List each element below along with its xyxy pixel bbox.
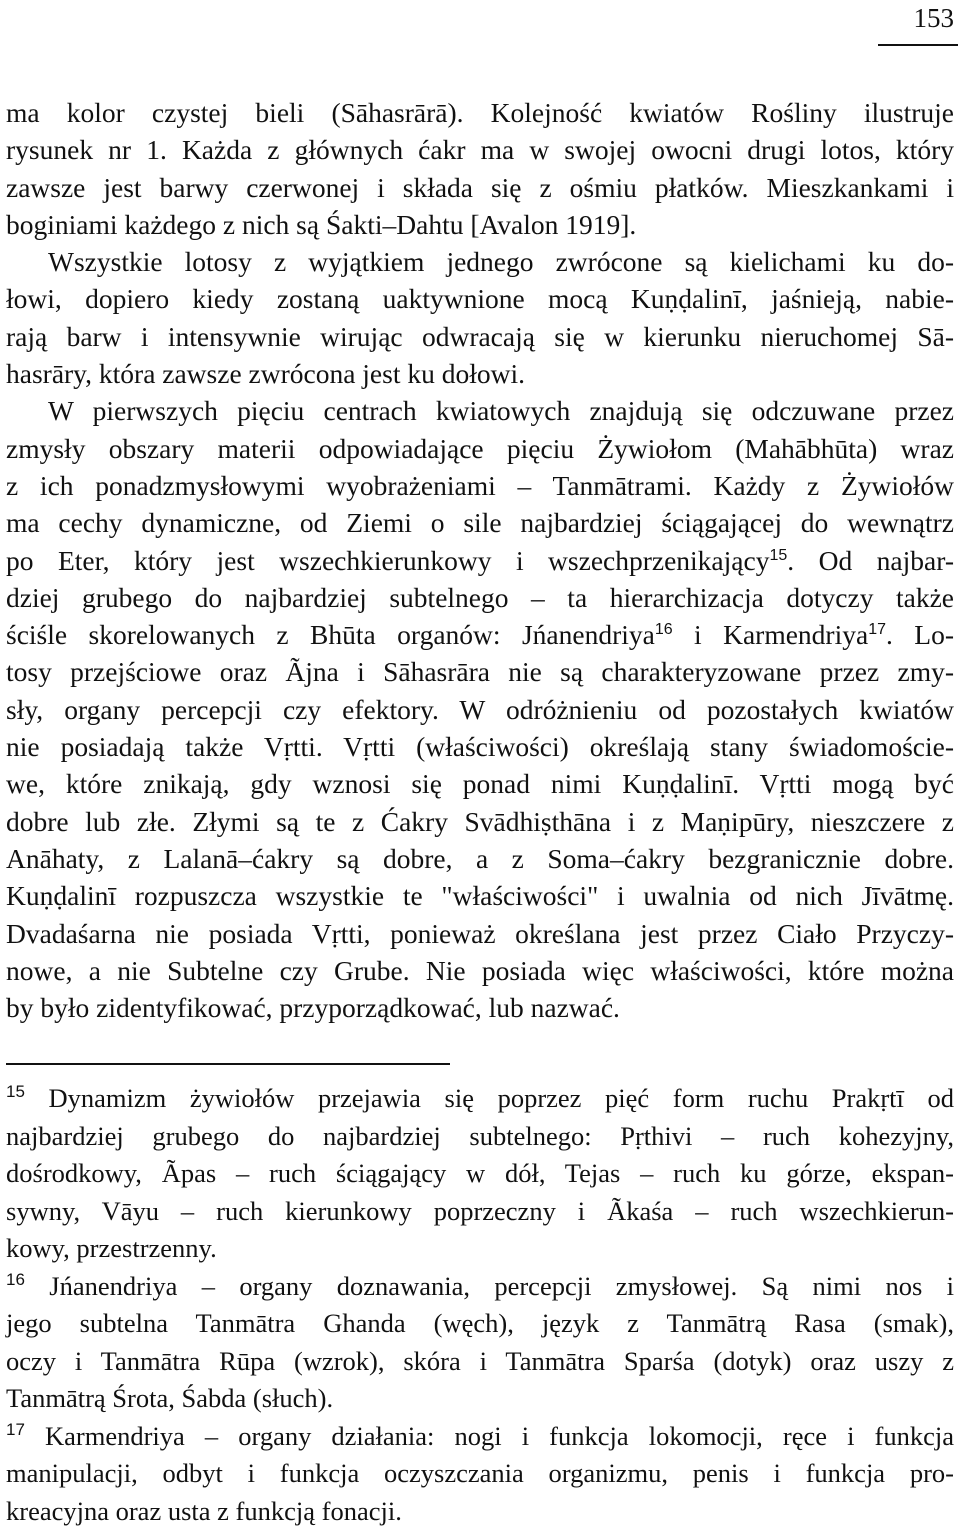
body-line-text: rają barw i intensywnie wirując odwracają się w kierunku nieruchomej Sā- <box>6 321 954 352</box>
footnote-text: kreacyjna oraz usta z funkcją fonacji. <box>6 1496 402 1526</box>
body-line <box>6 392 954 429</box>
footnote-line <box>6 1118 954 1156</box>
body-line <box>6 206 954 243</box>
footnote-line <box>6 1418 954 1456</box>
footnote-line <box>6 1155 954 1193</box>
body-line-text: . Od najbar- <box>787 545 954 576</box>
body-line-text: ściśle skorelowanych z Bhūta organów: Jńanendriya <box>6 619 655 650</box>
footnote-number: 15 <box>6 1082 25 1101</box>
footnote-line <box>6 1080 954 1118</box>
footnote-text: dośrodkowy, Ãpas – ruch ściągający w dół, Tejas – ruch ku górze, ekspan- <box>6 1158 954 1188</box>
body-line <box>6 765 954 802</box>
footnote-number: 16 <box>6 1270 25 1289</box>
body-line <box>6 243 954 280</box>
body-line <box>6 318 954 355</box>
footnote-separator <box>6 1063 450 1065</box>
body-line-text: Kuṇḍalinī rozpuszcza wszystkie te "właściwości" i uwalnia od nich Jīvātmę. <box>6 880 954 911</box>
body-line <box>6 94 954 131</box>
footnotes <box>6 1080 954 1530</box>
body-line <box>6 280 954 317</box>
footnote-line <box>6 1455 954 1493</box>
body-line-text: . Lo- <box>886 619 954 650</box>
body-line-text: W pierwszych pięciu centrach kwiatowych znajdują się odczuwane przez <box>48 395 954 426</box>
body-line <box>6 877 954 914</box>
footnote-text: Karmendriya – organy działania: nogi i funkcja lokomocji, ręce i funkcja <box>25 1421 954 1451</box>
body-line <box>6 542 954 579</box>
body-line-text: Anāhaty, z Lalanā–ćakry są dobre, a z Soma–ćakry bezgranicznie dobre. <box>6 843 954 874</box>
footnote-text: oczy i Tanmātra Rūpa (wzrok), skóra i Tanmātra Sparśa (dotyk) oraz uszy z <box>6 1346 954 1376</box>
body-line <box>6 504 954 541</box>
page-number: 153 <box>914 2 955 34</box>
body-line <box>6 691 954 728</box>
body-line-text: ma cechy dynamiczne, od Ziemi o sile najbardziej ściągającej do wewnątrz <box>6 507 954 538</box>
body-line-text: we, które znikają, gdy wznosi się ponad nimi Kuṇḍalinī. Vṛtti mogą być <box>6 768 954 799</box>
footnote-line <box>6 1305 954 1343</box>
body-line <box>6 616 954 653</box>
body-line <box>6 915 954 952</box>
body-line <box>6 952 954 989</box>
footnote-line <box>6 1193 954 1231</box>
body-line <box>6 803 954 840</box>
footnote-line <box>6 1380 954 1418</box>
footnote-text: jego subtelna Tanmātra Ghanda (węch), język z Tanmātrą Rasa (smak), <box>6 1308 954 1338</box>
body-line-text: by było zidentyfikować, przyporządkować, lub nazwać. <box>6 992 620 1023</box>
page-number-rule <box>878 44 958 46</box>
footnote-line <box>6 1268 954 1306</box>
body-line <box>6 467 954 504</box>
body-line-text: dobre lub złe. Złymi są te z Ćakry Svādhiṣthāna i z Maṇipūry, nieszczere z <box>6 806 954 837</box>
body-line <box>6 653 954 690</box>
footnote-line <box>6 1343 954 1381</box>
footnote-text: Jńanendriya – organy doznawania, percepcji zmysłowej. Są nimi nos i <box>25 1271 954 1301</box>
body-line <box>6 169 954 206</box>
body-line-text: Wszystkie lotosy z wyjątkiem jednego zwrócone są kielichami ku do- <box>48 246 954 277</box>
body-line-text: po Eter, który jest wszechkierunkowy i wszechprzenikający <box>6 545 769 576</box>
body-line-text: nie posiadają także Vṛtti. Vṛtti (właściwości) określają stany świadomoście- <box>6 731 954 762</box>
body-line <box>6 131 954 168</box>
body-line-text: hasrāry, która zawsze zwrócona jest ku dołowi. <box>6 358 525 389</box>
body-line-text: sły, organy percepcji czy efektory. W odróżnieniu od pozostałych kwiatów <box>6 694 954 725</box>
footnote-reference: 17 <box>868 621 886 638</box>
footnote-text: Tanmātrą Śrota, Śabda (słuch). <box>6 1383 333 1413</box>
body-line <box>6 989 954 1026</box>
footnote-text: manipulacji, odbyt i funkcja oczyszczania organizmu, penis i funkcja pro- <box>6 1458 954 1488</box>
body-line-text: tosy przejściowe oraz Ãjna i Sāhasrāra nie są charakteryzowane przez zmy- <box>6 656 954 687</box>
footnote-line <box>6 1493 954 1530</box>
body-line <box>6 840 954 877</box>
footnote-reference: 15 <box>769 547 787 564</box>
body-line-text: boginiami każdego z nich są Śakti–Dahtu [Avalon 1919]. <box>6 209 636 240</box>
footnote-number: 17 <box>6 1420 25 1439</box>
body-line-text: i Karmendriya <box>673 619 869 650</box>
body-text <box>6 94 954 1026</box>
body-line-text: nowe, a nie Subtelne czy Grube. Nie posiada więc właściwości, które można <box>6 955 954 986</box>
footnote-line <box>6 1230 954 1268</box>
body-line-text: dziej grubego do najbardziej subtelnego – ta hierarchizacja dotyczy także <box>6 582 954 613</box>
body-line-text: z ich ponadzmysłowymi wyobrażeniami – Tanmātrami. Każdy z Żywiołów <box>6 470 954 501</box>
body-line-text: rysunek nr 1. Każda z głównych ćakr ma w swojej owocni drugi lotos, który <box>6 134 954 165</box>
body-line-text: Dvadaśarna nie posiada Vṛtti, ponieważ określana jest przez Ciało Przyczy- <box>6 918 954 949</box>
body-line-text: łowi, dopiero kiedy zostaną uaktywnione mocą Kuṇḍalinī, jaśnieją, nabie- <box>6 283 954 314</box>
body-line <box>6 355 954 392</box>
body-line <box>6 728 954 765</box>
footnote-text: sywny, Vāyu – ruch kierunkowy poprzeczny i Ãkaśa – ruch wszechkierun- <box>6 1196 954 1226</box>
body-line <box>6 579 954 616</box>
footnote-text: Dynamizm żywiołów przejawia się poprzez pięć form ruchu Prakṛtī od <box>25 1083 954 1113</box>
footnote-text: najbardziej grubego do najbardziej subtelnego: Pṛthivi – ruch kohezyjny, <box>6 1121 954 1151</box>
body-line-text: zmysły obszary materii odpowiadające pięciu Żywiołom (Mahābhūta) wraz <box>6 433 954 464</box>
body-line-text: ma kolor czystej bieli (Sāhasrārā). Kolejność kwiatów Rośliny ilustruje <box>6 97 954 128</box>
footnote-text: kowy, przestrzenny. <box>6 1233 217 1263</box>
body-line-text: zawsze jest barwy czerwonej i składa się z ośmiu płatków. Mieszkankami i <box>6 172 954 203</box>
footnote-reference: 16 <box>655 621 673 638</box>
body-line <box>6 430 954 467</box>
